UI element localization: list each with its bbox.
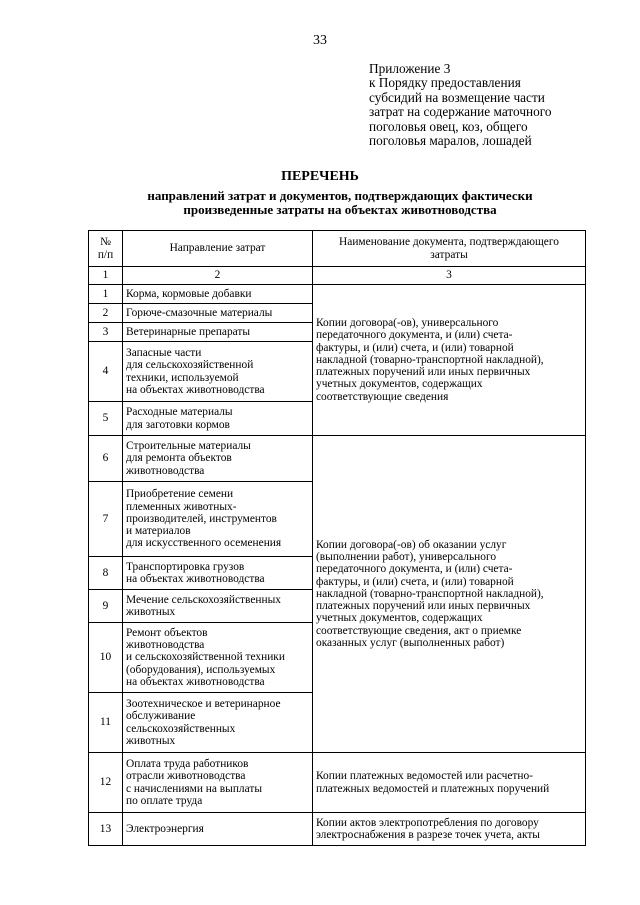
row-direction: Строительные материалы для ремонта объектов животноводства — [123, 436, 313, 482]
column-number: 3 — [313, 267, 586, 285]
header-direction: Направление затрат — [123, 231, 313, 267]
appendix-line: к Порядку предоставления — [369, 75, 521, 91]
column-number: 2 — [123, 267, 313, 285]
document-subtitle — [60, 189, 620, 217]
document-cell-rows-6-11: Копии договора(-ов) об оказании услуг (выполнении работ), универсального передаточного документа, и (или) счета- фактуры, и (или) счета, и (или) товарной накладной (товарно-транспортной накладной), платежных поручений или иных первичных учетных документов, содержащих соответствующие сведения, акт о приемке оказанных услуг (выполненных работ) — [313, 436, 586, 753]
appendix-line: поголовья маралов, лошадей — [369, 133, 532, 149]
document-cell-row-13: Копии актов электропотребления по договору электроснабжения в разрезе точек учета, акты — [313, 813, 586, 846]
appendix-line: поголовья овец, коз, общего — [369, 118, 528, 134]
header-row — [89, 231, 586, 267]
row-direction: Мечение сельскохозяйственных животных — [123, 590, 313, 623]
row-direction: Транспортировка грузов на объектах животноводства — [123, 557, 313, 590]
page-number: 33 — [313, 33, 327, 48]
table-row — [89, 753, 586, 813]
row-number: 3 — [89, 323, 123, 342]
document-cell-rows-1-5: Копии договора(-ов), универсального передаточного документа, и (или) счета- фактуры, и (или) счета, и (или) товарной накладной (товарно-транспортной накладной), платежных поручений или иных первичных учетных документов, содержащих соответствующие сведения — [313, 285, 586, 436]
subtitle-line: направлений затрат и документов, подтверждающих фактически — [147, 188, 533, 203]
appendix-note — [369, 62, 609, 148]
document-title: ПЕРЕЧЕНЬ — [281, 169, 359, 184]
row-direction: Корма, кормовые добавки — [123, 285, 313, 304]
row-direction: Горюче-смазочные материалы — [123, 304, 313, 323]
row-number: 4 — [89, 342, 123, 402]
appendix-line: субсидий на возмещение части — [369, 89, 545, 105]
row-number: 1 — [89, 285, 123, 304]
row-direction: Оплата труда работников отрасли животноводства с начислениями на выплаты по оплате труда — [123, 753, 313, 813]
table-row — [89, 813, 586, 846]
table-row — [89, 285, 586, 304]
row-direction: Запасные части для сельскохозяйственной техники, используемой на объектах животноводства — [123, 342, 313, 402]
document-cell-row-12: Копии платежных ведомостей или расчетно- платежных ведомостей и платежных поручений — [313, 753, 586, 813]
appendix-line: Приложение 3 — [369, 61, 451, 76]
row-number: 6 — [89, 436, 123, 482]
row-number: 11 — [89, 693, 123, 753]
row-direction: Электроэнергия — [123, 813, 313, 846]
row-direction: Расходные материалы для заготовки кормов — [123, 402, 313, 436]
row-direction: Ветеринарные препараты — [123, 323, 313, 342]
column-numbers-row — [89, 267, 586, 285]
row-direction: Приобретение семени племенных животных- производителей, инструментов и материалов для искусственного осеменения — [123, 482, 313, 557]
row-number: 2 — [89, 304, 123, 323]
row-number: 12 — [89, 753, 123, 813]
row-number: 8 — [89, 557, 123, 590]
row-number: 7 — [89, 482, 123, 557]
header-document: Наименование документа, подтверждающего затраты — [313, 231, 586, 267]
row-direction: Ремонт объектов животноводства и сельскохозяйственной техники (оборудования), используемых на объектах животноводства — [123, 623, 313, 693]
row-number: 10 — [89, 623, 123, 693]
subtitle-line: произведенные затраты на объектах животноводства — [183, 202, 497, 217]
table-row — [89, 436, 586, 482]
appendix-line: затрат на содержание маточного — [369, 104, 552, 120]
column-number: 1 — [89, 267, 123, 285]
header-num: № п/п — [89, 231, 123, 267]
row-direction: Зоотехническое и ветеринарное обслуживание сельскохозяйственных животных — [123, 693, 313, 753]
row-number: 9 — [89, 590, 123, 623]
row-number: 5 — [89, 402, 123, 436]
row-number: 13 — [89, 813, 123, 846]
expense-documents-table — [88, 230, 586, 846]
